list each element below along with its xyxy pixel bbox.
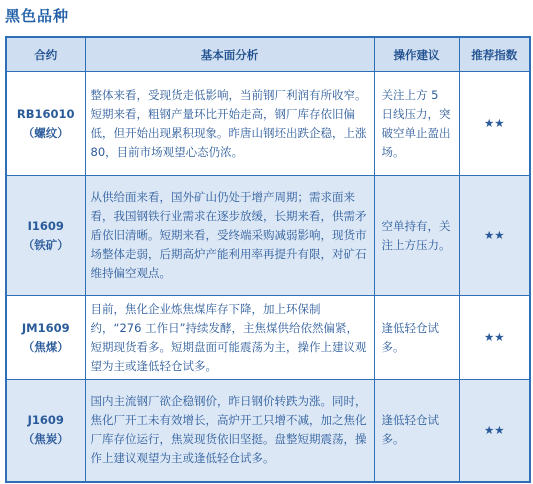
advice-cell: 逢低轻仓试多。 xyxy=(374,296,459,380)
header-advice: 操作建议 xyxy=(374,37,459,72)
section-title: 黑色品种 xyxy=(5,7,70,25)
analysis-cell: 从供给面来看，国外矿山仍处于增产周期；需求面来看，我国钢铁行业需求在逐步放缓，长期来看，供需矛盾依旧清晰。短期来看，受终端采购减弱影响，现货市场整体走弱，后期高炉产能利用率再提升有限，对矿石维持偏空观点。 xyxy=(85,176,374,296)
advice-cell: 空单持有，关注上方压力。 xyxy=(374,176,459,296)
contract-code: I1609 xyxy=(27,218,64,233)
contract-name: （铁矿） xyxy=(22,237,69,252)
analysis-cell: 目前，焦化企业炼焦煤库存下降，加上环保制约，“276 工作日”持续发酵，主焦煤供给依然偏紧，短期现货看多。短期盘面可能震荡为主，操作上建议观望为主或逢低轻仓试多。 xyxy=(85,296,374,380)
table-row xyxy=(6,176,530,296)
header-rating: 推荐指数 xyxy=(459,37,530,72)
contract-cell xyxy=(6,72,85,176)
contract-name: （螺纹） xyxy=(22,125,69,140)
analysis-cell: 国内主流钢厂欲企稳钢价，昨日钢价转跌为涨。同时，焦化厂开工未有效增长，高炉开工只增不减，加之焦化厂库存位运行，焦炭现货依旧坚挺。盘整短期震荡，操作上建议观望为主或逢低轻仓试多。 xyxy=(85,380,374,482)
contract-name: （焦炭） xyxy=(22,432,69,447)
advice-cell: 关注上方 5 日线压力，突破空单止盈出场。 xyxy=(374,72,459,176)
rating-stars: ★★ xyxy=(459,380,530,482)
contract-code: JM1609 xyxy=(21,320,70,335)
analysis-cell: 整体来看，受现货走低影响，当前钢厂利润有所收窄。短期来看，粗钢产量环比开始走高，钢厂库存依旧偏低，但开始出现累积现象。昨唐山钢坯出跌企稳，上涨 80，目前市场观望心态仍浓。 xyxy=(85,72,374,176)
table-row xyxy=(6,380,530,482)
futures-table xyxy=(5,36,531,483)
rating-stars: ★★ xyxy=(459,176,530,296)
contract-cell xyxy=(6,296,85,380)
table-row xyxy=(6,296,530,380)
rating-stars: ★★ xyxy=(459,296,530,380)
contract-code: J1609 xyxy=(27,413,64,428)
header-analysis: 基本面分析 xyxy=(85,37,374,72)
header-row xyxy=(6,37,530,72)
advice-cell: 逢低轻仓试多。 xyxy=(374,380,459,482)
contract-cell xyxy=(6,176,85,296)
table-row xyxy=(6,72,530,176)
header-contract: 合约 xyxy=(6,37,85,72)
contract-cell xyxy=(6,380,85,482)
contract-code: RB16010 xyxy=(16,106,75,121)
rating-stars: ★★ xyxy=(459,72,530,176)
contract-name: （焦煤） xyxy=(22,339,69,354)
